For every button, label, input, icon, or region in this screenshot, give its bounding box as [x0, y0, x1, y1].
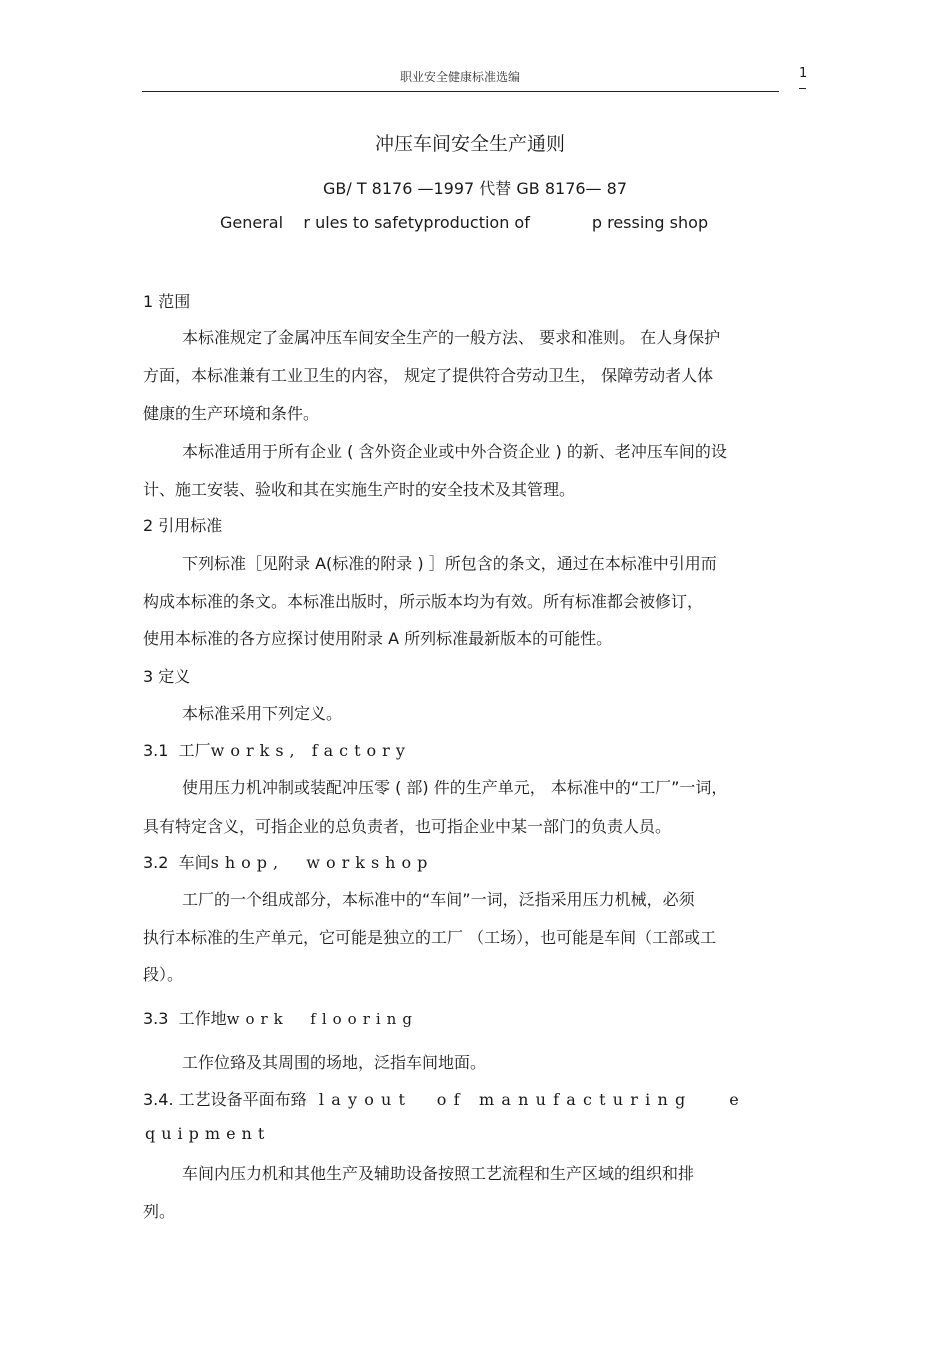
definition-3-1-line2: 具有特定含义，可指企业的总负责者，也可指企业中某一部门的负责人员。 [143, 817, 672, 836]
english-title-part2: r ules to safetyproduction of [303, 213, 530, 232]
standard-number: GB∕ T 8176 —1997 代替 GB 8176— 87 [322, 179, 628, 198]
page-number-underline [799, 88, 806, 89]
definition-3-3-line1: 工作位臵及其周围的场地，泛指车间地面。 [182, 1053, 487, 1072]
definition-3-3-english: work flooring [226, 1010, 418, 1028]
definition-3-4-term: 工艺设备平面布臵 [178, 1090, 307, 1109]
page-number: 1 [799, 66, 808, 81]
definition-3-4-heading [143, 1087, 746, 1110]
section-1-para1-line3: 健康的生产环境和条件。 [143, 404, 320, 423]
definition-3-1-term: 工厂 [178, 741, 211, 760]
definition-3-2-line1: 工厂的一个组成部分，本标准中的“车间”一词，泛指采用压力机械，必须 [182, 890, 695, 909]
definition-3-2-heading [143, 850, 433, 873]
section-1-para2-line1: 本标准适用于所有企业 ( 含外资企业或中外合资企业 ) 的新、老冲压车间的设 [182, 442, 727, 461]
section-1-heading: 1 范围 [143, 292, 191, 311]
definition-3-3-term: 工作地 [178, 1009, 227, 1028]
definition-3-1-heading [143, 738, 411, 761]
definition-3-2-term: 车间 [178, 853, 211, 872]
definition-3-4-english-cont: quipment [145, 1124, 271, 1143]
section-1-para1-line1: 本标准规定了金属冲压车间安全生产的一般方法、 要求和准则。 在人身保护 [182, 328, 721, 347]
section-2-heading: 2 引用标准 [143, 516, 223, 535]
section-1-para1-line2: 方面，本标准兼有工业卫生的内容， 规定了提供符合劳动卫生， 保障劳动者人体 [143, 366, 714, 385]
definition-3-4-english: layout of manufacturing e [306, 1090, 746, 1109]
definition-3-1-english: works, factory [210, 741, 411, 760]
definition-3-1-number: 3.1 [143, 741, 169, 760]
definition-3-4-line2: 列。 [143, 1202, 176, 1221]
definition-3-4-line1: 车间内压力机和其他生产及辅助设备按照工艺流程和生产区域的组织和排 [182, 1164, 695, 1183]
definition-3-2-english: shop, workshop [210, 853, 434, 872]
running-header: 职业安全健康标准选编 [399, 70, 520, 84]
definition-3-2-line3: 段）。 [143, 965, 184, 984]
section-3-intro: 本标准采用下列定义。 [182, 704, 343, 723]
section-2-line3: 使用本标准的各方应探讨使用附录 A 所列标准最新版本的可能性。 [143, 629, 613, 648]
definition-3-3-heading [143, 1006, 418, 1029]
definition-3-3-number: 3.3 [143, 1009, 169, 1028]
english-title [220, 213, 708, 232]
header-rule [142, 91, 779, 92]
document-title: 冲压车间安全生产通则 [374, 133, 565, 155]
definition-3-2-line2: 执行本标准的生产单元，它可能是独立的工厂 （工场），也可能是车间（工部或工 [143, 928, 717, 947]
section-1-para2-line2: 计、施工安装、验收和其在实施生产时的安全技术及其管理。 [143, 480, 576, 499]
definition-3-2-number: 3.2 [143, 853, 169, 872]
section-2-line1: 下列标准［见附录 A(标准的附录 ) ］所包含的条文，通过在本标准中引用而 [182, 554, 717, 573]
english-title-part1: General [220, 213, 284, 232]
definition-3-4-number: 3.4. [143, 1090, 174, 1109]
definition-3-1-line1: 使用压力机冲制或装配冲压零 ( 部) 件的生产单元， 本标准中的“工厂”一词， [182, 778, 728, 797]
section-3-heading: 3 定义 [143, 667, 191, 686]
section-2-line2: 构成本标准的条文。本标准出版时，所示版本均为有效。所有标准都会被修订， [143, 592, 704, 611]
english-title-part3: p ressing shop [591, 213, 709, 232]
